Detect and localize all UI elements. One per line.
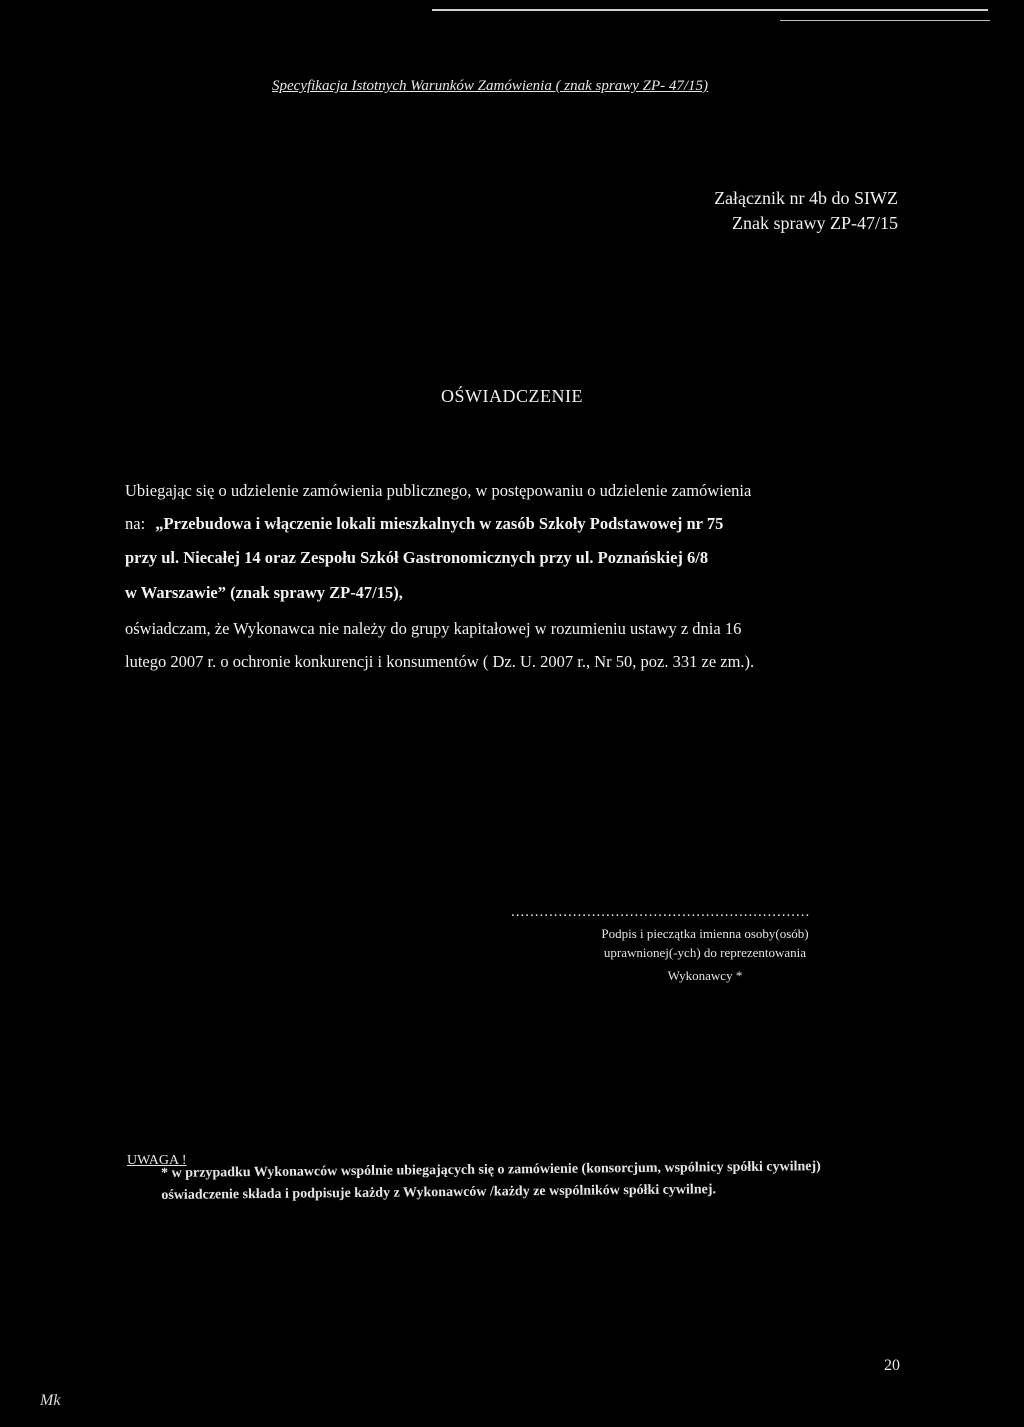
signature-caption-3: Wykonawcy * <box>667 968 743 983</box>
body-line-5: oświadczam, że Wykonawca nie należy do grupy kapitałowej w rozumieniu ustawy z dnia 16 <box>125 619 742 638</box>
annex-number: Załącznik nr 4b do SIWZ <box>714 188 898 208</box>
body-line-4: w Warszawie” (znak sprawy ZP-47/15), <box>125 583 403 602</box>
body-line-2 <box>125 514 723 534</box>
note-heading: UWAGA ! <box>127 1153 187 1168</box>
case-number: Znak sprawy ZP-47/15 <box>732 213 898 233</box>
signature-caption-1: Podpis i pieczątka imienna osoby(osób) <box>601 926 809 941</box>
body-line-2-prefix: na: <box>125 514 146 533</box>
project-name: „Przebudowa i włączenie lokali mieszkalnych w zasób Szkoły Podstawowej nr 75 <box>155 514 724 533</box>
signature-caption <box>560 924 850 985</box>
signature-line: ............................................................... <box>511 904 811 920</box>
document-title: OŚWIADCZENIE <box>441 386 583 406</box>
body-line-3: przy ul. Niecałej 14 oraz Zespołu Szkół Gastronomicznych przy ul. Poznańskiej 6/8 <box>125 548 709 567</box>
signature-caption-2: uprawnionej(-ych) do reprezentowania <box>603 945 807 960</box>
page-number: 20 <box>884 1357 900 1374</box>
body-line-6: lutego 2007 r. o ochronie konkurencji i konsumentów ( Dz. U. 2007 r., Nr 50, poz. 331 ze zm.). <box>125 652 755 671</box>
declaration-body <box>125 0 900 700</box>
body-line-1: Ubiegając się o udzielenie zamówienia publicznego, w postępowaniu o udzielenie zamówienia <box>125 481 752 500</box>
running-header: Specyfikacja Istotnych Warunków Zamówienia ( znak sprawy ZP- 47/15) <box>272 78 709 94</box>
note-text: * w przypadku Wykonawców wspólnie ubiegających się o zamówienie (konsorcjum, wspólnicy spółki cywilnej) oświadczenie składa i podpisuje każdy z Wykonawców /każdy ze wspólników spółki cywilnej. <box>161 1159 821 1203</box>
handwritten-initials: Mk <box>40 1392 61 1409</box>
